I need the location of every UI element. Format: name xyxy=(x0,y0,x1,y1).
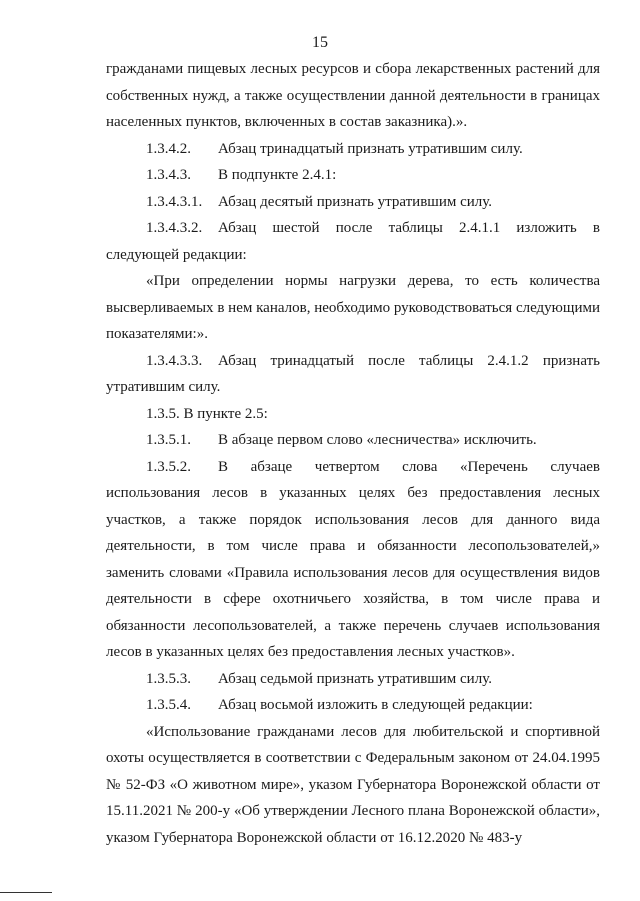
item-text: Абзац седьмой признать утратившим силу. xyxy=(218,670,492,687)
item-1-3-4-3-3 xyxy=(106,348,600,401)
page-number: 15 xyxy=(312,34,328,51)
item-1-3-4-3-2 xyxy=(106,215,600,268)
paragraph-continuation: гражданами пищевых лесных ресурсов и сбора лекарственных растений для собственных нужд, а также осуществлении данной деятельности в границах населенных пунктов, включенных в состав заказника).». xyxy=(106,61,600,130)
item-1-3-5-3 xyxy=(106,666,600,693)
item-1-3-5-2 xyxy=(106,454,600,666)
document-body xyxy=(106,56,600,851)
item-1-3-4-3 xyxy=(106,162,600,189)
item-1-3-5: 1.3.5. В пункте 2.5: xyxy=(146,405,268,422)
quote-paragraph-2: «Использование гражданами лесов для любительской и спортивной охоты осуществляется в соответствии с Федеральным законом от 24.04.1995 № 52-ФЗ «О животном мире», указом Губернатора Воронежской области от 15.11.2021 № 200-у «Об утверждении Лесного плана Воронежской области», указом Губернатора Воронежской области от 16.12.2020 № 483-у xyxy=(106,723,600,846)
item-number: 1.3.5.4. xyxy=(146,697,191,713)
item-text: В подпункте 2.4.1: xyxy=(218,167,337,183)
item-text: Абзац восьмой изложить в следующей редакции: xyxy=(218,697,533,713)
item-1-3-4-2 xyxy=(106,136,600,163)
item-number: 1.3.4.3.3. xyxy=(146,352,203,369)
item-number: 1.3.4.3. xyxy=(146,167,191,183)
item-1-3-5-1 xyxy=(106,427,600,454)
item-text: Абзац шестой после таблицы 2.4.1.1 изложить в следующей редакции: xyxy=(106,220,600,263)
item-number: 1.3.4.3.2. xyxy=(146,220,203,236)
item-text: Абзац тринадцатый после таблицы 2.4.1.2 признать утратившим силу. xyxy=(106,352,600,395)
item-number: 1.3.5.1. xyxy=(146,432,191,448)
quote-paragraph-1: «При определении нормы нагрузки дерева, то есть количества высверливаемых в нем каналов, необходимо руководствоваться следующими показателями:». xyxy=(106,273,600,342)
footnote-divider xyxy=(0,892,52,893)
item-number: 1.3.4.2. xyxy=(146,140,191,157)
item-text: В абзаце первом слово «лесничества» исключить. xyxy=(218,432,537,448)
item-number: 1.3.5.2. xyxy=(146,458,191,475)
item-number: 1.3.5.3. xyxy=(146,670,191,687)
item-text: Абзац тринадцатый признать утратившим силу. xyxy=(218,140,523,157)
item-text: В абзаце четвертом слова «Перечень случаев использования лесов в указанных целях без предоставления лесных участков, а также порядок использования лесов для данного вида деятельности, в том числе права и обязанности лесопользователей,» заменить словами «Правила использования лесов для осуществления видов деятельности в сфере охотничьего хозяйства, в том числе права и обязанности лесопользователей, а также перечень случаев использования лесов в указанных целях без предоставления лесных участков». xyxy=(106,458,600,660)
item-text: Абзац десятый признать утратившим силу. xyxy=(218,193,493,210)
item-1-3-4-3-1 xyxy=(106,189,600,216)
item-1-3-5-4 xyxy=(106,692,600,719)
item-number: 1.3.4.3.1. xyxy=(146,193,203,210)
